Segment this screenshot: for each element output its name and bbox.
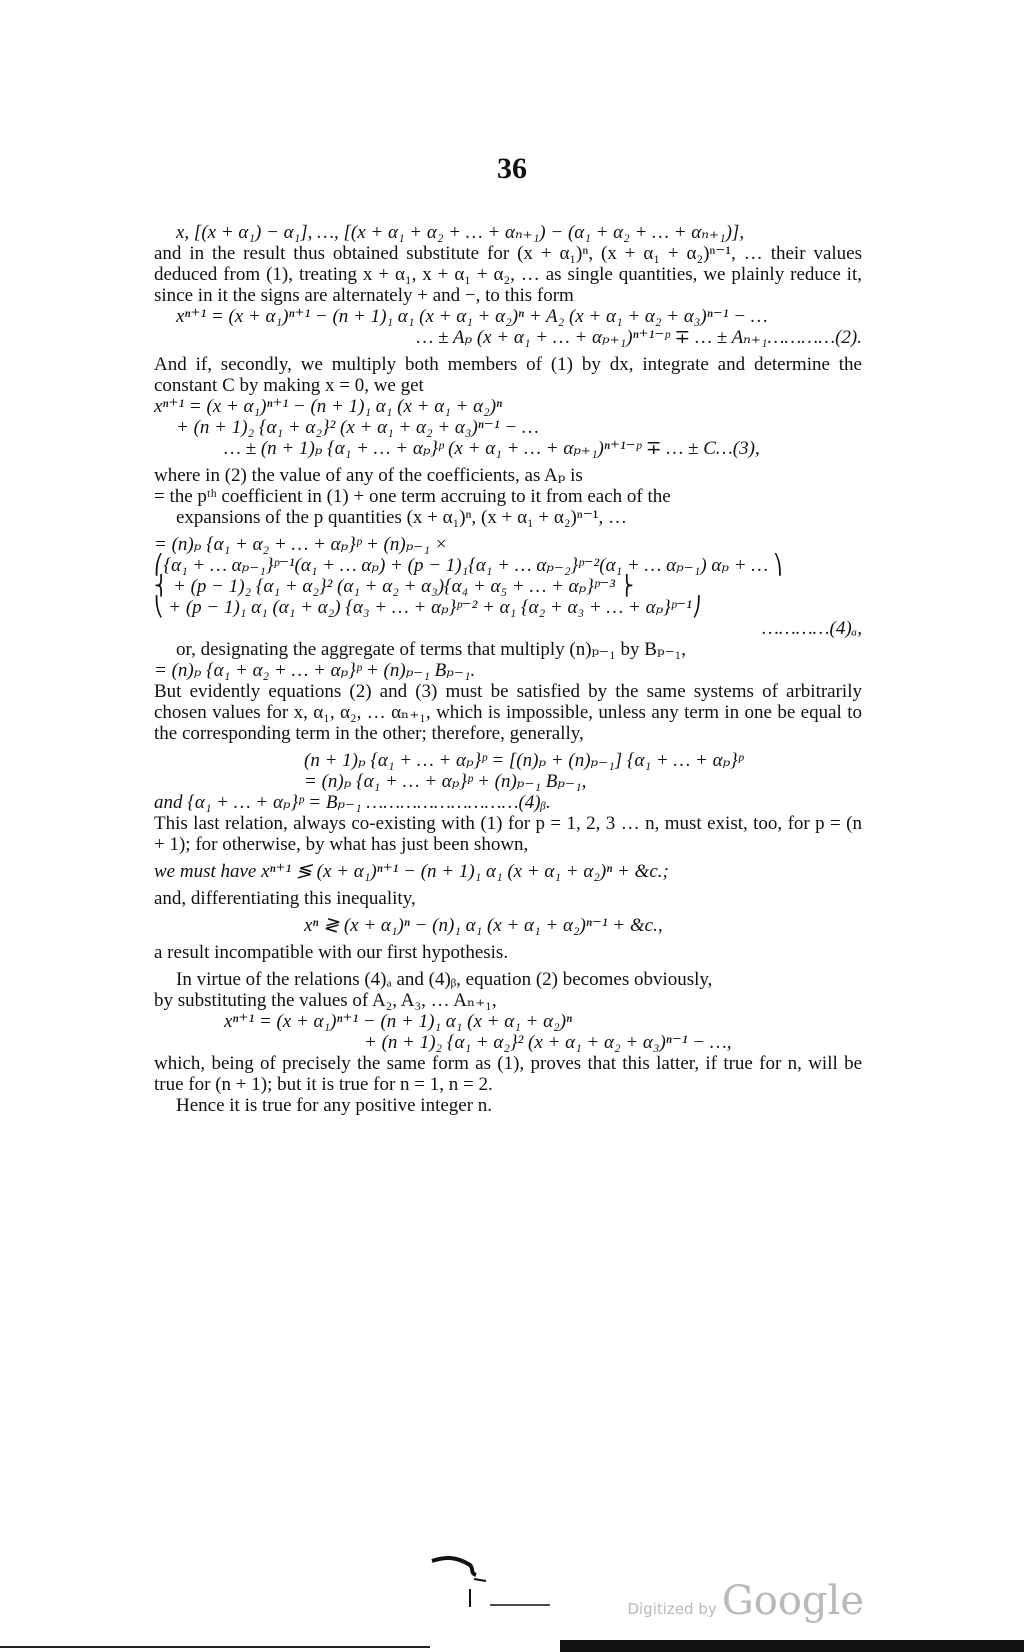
text-line: + (n + 1)₂ {α₁ + α₂}² (x + α₁ + α₂ + α₃)ⁿ⁻¹ − … xyxy=(176,417,539,438)
text-line: xⁿ⁺¹ = (x + α₁)ⁿ⁺¹ − (n + 1)₁ α₁ (x + α₁ + α₂)ⁿ xyxy=(154,396,503,417)
text-line: xⁿ⁺¹ = (x + α₁)ⁿ⁺¹ − (n + 1)₁ α₁ (x + α₁ + α₂)ⁿ xyxy=(224,1011,573,1032)
text-line: xⁿ⁺¹ = (x + α₁)ⁿ⁺¹ − (n + 1)₁ α₁ (x + α₁ + α₂)ⁿ + A₂ (x + α₁ + α₂ + α₃)ⁿ⁻¹ − … xyxy=(176,306,768,327)
page-body xyxy=(154,222,862,1116)
text-line: = (n)ₚ {α₁ + α₂ + … + αₚ}ᵖ + (n)ₚ₋₁ × xyxy=(154,534,448,555)
text-line: by substituting the values of A₂, A₃, … Aₙ₊₁, xyxy=(154,990,497,1011)
watermark-prefix: Digitized by xyxy=(627,1600,717,1618)
text-line: (n + 1)ₚ {α₁ + … + αₚ}ᵖ = [(n)ₚ + (n)ₚ₋₁] {α₁ + … + αₚ}ᵖ xyxy=(304,750,744,771)
text-line: = the pᵗʰ coefficient in (1) + one term accruing to it from each of the xyxy=(154,486,671,507)
scan-edge-black xyxy=(560,1640,1024,1652)
text-line: and {α₁ + … + αₚ}ᵖ = Bₚ₋₁ ………………………(4)ᵦ. xyxy=(154,792,551,813)
text-line: And if, secondly, we multiply both members of (1) by dx, integrate and determine the constant C by making x = 0, we get xyxy=(154,354,862,396)
text-line: ⎨ + (p − 1)₂ {α₁ + α₂}² (α₁ + α₂ + α₃){α₄ + α₅ + … + αₚ}ᵖ⁻³ ⎬ xyxy=(154,576,634,597)
text-line: + (n + 1)₂ {α₁ + α₂}² (x + α₁ + α₂ + α₃)ⁿ⁻¹ − …, xyxy=(364,1032,732,1053)
text-line: where in (2) the value of any of the coefficients, as Aₚ is xyxy=(154,465,583,486)
text-line: = (n)ₚ {α₁ + α₂ + … + αₚ}ᵖ + (n)ₚ₋₁ Bₚ₋₁. xyxy=(154,660,476,681)
text-line: expansions of the p quantities (x + α₁)ⁿ, (x + α₁ + α₂)ⁿ⁻¹, … xyxy=(176,507,627,528)
page-number: 36 xyxy=(497,152,527,185)
text-line: … ± Aₚ (x + α₁ + … + αₚ₊₁)ⁿ⁺¹⁻ᵖ ∓ … ± Aₙ₊₁…………(2). xyxy=(416,327,862,348)
text-line: which, being of precisely the same form as (1), proves that this latter, if true for n, will be true for (n + 1); but it is true for n = 1, n = 2. xyxy=(154,1053,862,1095)
text-line: a result incompatible with our first hypothesis. xyxy=(154,942,509,963)
text-line: … ± (n + 1)ₚ {α₁ + … + αₚ}ᵖ (x + α₁ + … + αₚ₊₁)ⁿ⁺¹⁻ᵖ ∓ … ± C…(3), xyxy=(224,438,760,459)
text-line: and in the result thus obtained substitute for (x + α₁)ⁿ, (x + α₁ + α₂)ⁿ⁻¹, … their values deduced from (1), treating x + α₁, x + α₁ + α₂, … as single quantities, we plainly reduce it, since in it the signs are alternately + and −, to this form xyxy=(154,243,862,306)
text-line: we must have xⁿ⁺¹ ≶ (x + α₁)ⁿ⁺¹ − (n + 1)₁ α₁ (x + α₁ + α₂)ⁿ + &c.; xyxy=(154,861,669,882)
text-line: ⎛{α₁ + … αₚ₋₁}ᵖ⁻¹(α₁ + … αₚ) + (p − 1)₁{α₁ + … αₚ₋₂}ᵖ⁻²(α₁ + … αₚ₋₁) αₚ + … ⎞ xyxy=(154,555,783,576)
scan-edge xyxy=(0,1640,1024,1652)
text-line: ⎝ + (p − 1)₁ α₁ (α₁ + α₂) {α₃ + … + αₚ}ᵖ⁻² + α₁ {α₂ + α₃ + … + αₚ}ᵖ⁻¹⎠ xyxy=(154,597,702,618)
text-line: This last relation, always co-existing with (1) for p = 1, 2, 3 … n, must exist, too, for p = (n + 1); for otherwise, by what has just been shown, xyxy=(154,813,862,855)
watermark-brand: Google xyxy=(721,1578,864,1624)
text-line: Hence it is true for any positive integer n. xyxy=(176,1095,493,1116)
text-line: = (n)ₚ {α₁ + … + αₚ}ᵖ + (n)ₚ₋₁ Bₚ₋₁, xyxy=(304,771,587,792)
text-line: …………(4)ₐ, xyxy=(761,618,862,639)
text-line: In virtue of the relations (4)ₐ and (4)ᵦ, equation (2) becomes obviously, xyxy=(176,969,713,990)
text-line: xⁿ ≷ (x + α₁)ⁿ − (n)₁ α₁ (x + α₁ + α₂)ⁿ⁻¹ + &c., xyxy=(304,915,663,936)
ink-mark xyxy=(430,1555,560,1615)
text-line: and, differentiating this inequality, xyxy=(154,888,416,909)
scan-edge-thin xyxy=(0,1646,430,1648)
text-line: x, [(x + α₁) − α₁], …, [(x + α₁ + α₂ + … + αₙ₊₁) − (α₁ + α₂ + … + αₙ₊₁)], xyxy=(176,222,745,243)
watermark xyxy=(627,1578,864,1624)
text-line: But evidently equations (2) and (3) must be satisfied by the same systems of arbitrarily chosen values for x, α₁, α₂, … αₙ₊₁, which is impossible, unless any term in one be equal to the corresponding term in the other; therefore, generally, xyxy=(154,681,862,744)
text-line: or, designating the aggregate of terms that multiply (n)ₚ₋₁ by Bₚ₋₁, xyxy=(176,639,686,660)
